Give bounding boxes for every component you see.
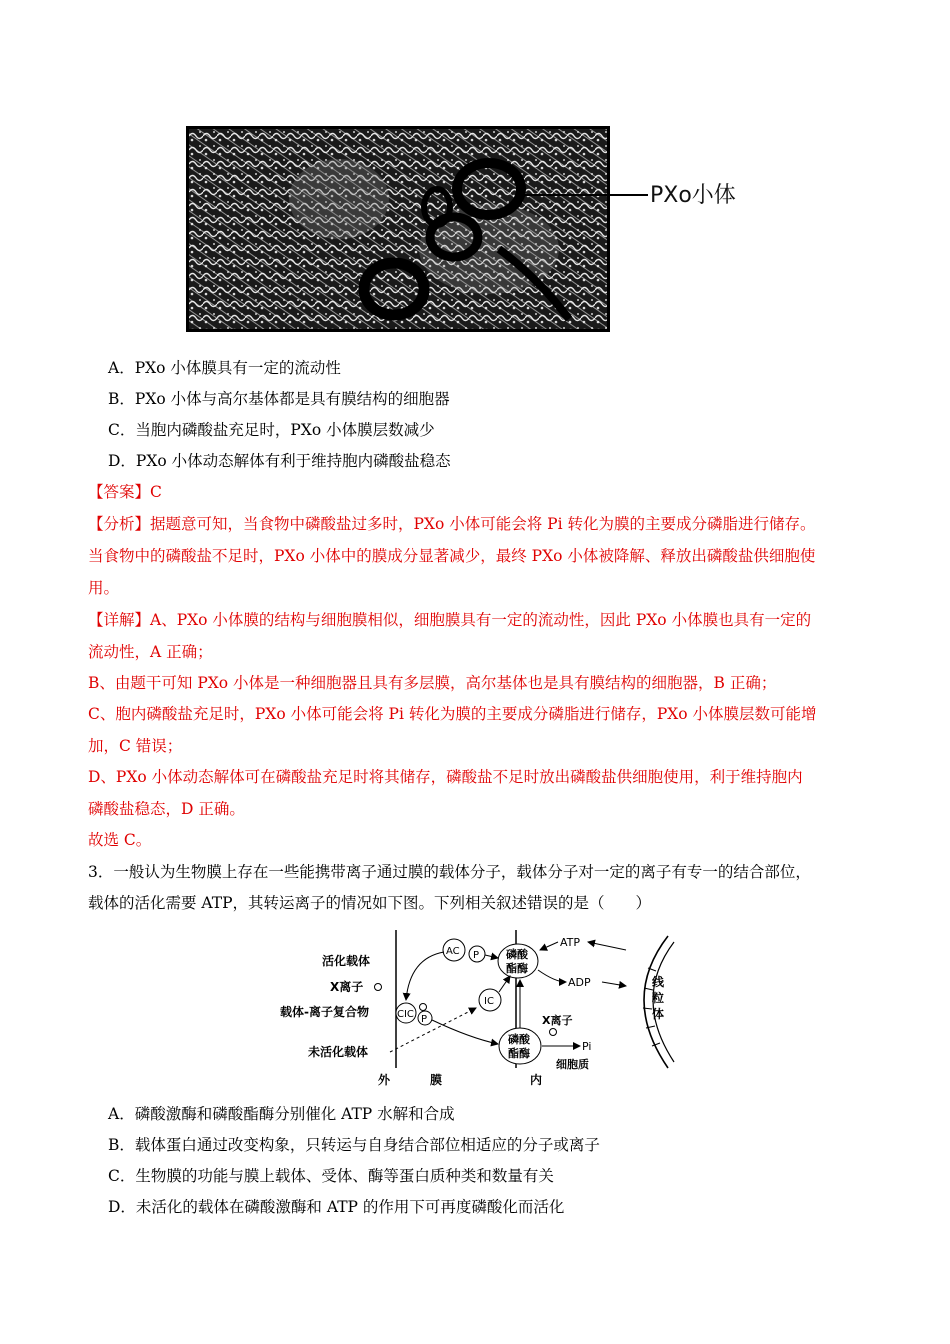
q2-option-a: A．PXo 小体膜具有一定的流动性 bbox=[108, 359, 341, 377]
q3-option-a: A．磷酸激酶和磷酸酯酶分别催化 ATP 水解和合成 bbox=[108, 1105, 455, 1123]
mito-char-2: 粒 bbox=[652, 991, 665, 1005]
q2-detail-line: B、由题干可知 PXo 小体是一种细胞器且具有多层膜，高尔基体也是具有膜结构的细胞器，B 正确； bbox=[88, 674, 777, 692]
label-membrane: 膜 bbox=[430, 1073, 443, 1087]
q2-analysis-line: 用。 bbox=[88, 579, 120, 597]
cic-ion-icon bbox=[420, 1004, 427, 1011]
q2-detail-line: 流动性，A 正确； bbox=[88, 643, 213, 661]
cic-to-phosphatase-arrow bbox=[432, 1020, 498, 1044]
label-active-carrier: 活化载体 bbox=[322, 954, 371, 968]
q2-option-b: B．PXo 小体与高尔基体都是具有膜结构的细胞器 bbox=[108, 390, 450, 408]
ic-label: IC bbox=[484, 996, 494, 1007]
micrograph-label: PXo小体 bbox=[650, 183, 736, 208]
label-carrier-ion-complex: 载体-离子复合物 bbox=[280, 1005, 369, 1019]
label-inside: 内 bbox=[530, 1073, 543, 1087]
atp-arrow bbox=[540, 942, 558, 950]
q2-detail-line: 磷酸盐稳态，D 正确。 bbox=[88, 800, 245, 818]
q2-analysis-line: 【分析】据题意可知，当食物中磷酸盐过多时，PXo 小体可能会将 Pi 转化为膜的主要成分磷脂进行储存。 bbox=[88, 515, 816, 533]
micrograph-label-line bbox=[520, 194, 648, 196]
kinase-label-bottom: 酯酶 bbox=[506, 962, 528, 975]
ac-p-label: P bbox=[473, 950, 480, 961]
q2-conclusion: 故选 C。 bbox=[88, 831, 152, 849]
x-ion-label-inner: X离子 bbox=[542, 1014, 573, 1027]
q2-option-c: C．当胞内磷酸盐充足时，PXo 小体膜层数减少 bbox=[108, 421, 435, 439]
cic-label: CIC bbox=[397, 1009, 414, 1020]
mito-atp-arrow bbox=[588, 942, 626, 950]
x-ion-icon bbox=[375, 984, 382, 991]
activate-to-cic-arrow bbox=[406, 952, 444, 1000]
adp-mito-arrow bbox=[602, 982, 626, 986]
ion-transport-diagram bbox=[270, 928, 690, 1088]
micrograph-image bbox=[186, 126, 610, 332]
q3-stem-line: 载体的活化需要 ATP，其转运离子的情况如下图。下列相关叙述错误的是（ ） bbox=[88, 894, 652, 912]
ac-label: AC bbox=[446, 946, 460, 957]
atp-label: ATP bbox=[560, 936, 581, 949]
adp-arrow bbox=[538, 970, 566, 982]
q2-option-d: D．PXo 小体动态解体有利于维持胞内磷酸盐稳态 bbox=[108, 452, 451, 470]
adp-label: ADP bbox=[568, 976, 591, 989]
cic-p-label: P bbox=[421, 1014, 428, 1025]
phosphatase-label-bottom: 酯酶 bbox=[508, 1047, 530, 1060]
q3-option-c: C．生物膜的功能与膜上载体、受体、酶等蛋白质种类和数量有关 bbox=[108, 1167, 554, 1185]
kinase-label-top: 磷酸 bbox=[506, 948, 528, 961]
q2-analysis-line: 当食物中的磷酸盐不足时，PXo 小体中的膜成分显著减少，最终 PXo 小体被降解、释放出磷酸盐供细胞使 bbox=[88, 547, 816, 565]
x-ion-inner-icon bbox=[550, 1029, 557, 1036]
pi-label: Pi bbox=[582, 1040, 592, 1053]
mito-char-3: 体 bbox=[652, 1007, 665, 1021]
ic-to-kinase-arrow bbox=[499, 976, 510, 992]
cytoplasm-label: 细胞质 bbox=[556, 1058, 589, 1071]
mito-char-1: 线 bbox=[652, 975, 665, 989]
label-inactive-carrier: 未活化载体 bbox=[308, 1045, 369, 1059]
label-outside: 外 bbox=[378, 1073, 391, 1087]
q3-option-b: B．载体蛋白通过改变构象，只转运与自身结合部位相适应的分子或离子 bbox=[108, 1136, 600, 1154]
q3-stem-line: 3．一般认为生物膜上存在一些能携带离子通过膜的载体分子，载体分子对一定的离子有专一的结合部位， bbox=[88, 863, 811, 881]
phosphatase-label-top: 磷酸 bbox=[508, 1033, 530, 1046]
ac-to-kinase-arrow bbox=[485, 955, 498, 958]
q2-answer: 【答案】C bbox=[88, 483, 162, 501]
q2-detail-line: 【详解】A、PXo 小体膜的结构与细胞膜相似，细胞膜具有一定的流动性，因此 PXo 小体膜也具有一定的 bbox=[88, 611, 812, 629]
q2-detail-line: 加，C 错误； bbox=[88, 737, 183, 755]
q2-detail-line: D、PXo 小体动态解体可在磷酸盐充足时将其储存，磷酸盐不足时放出磷酸盐供细胞使用，利于维持胞内 bbox=[88, 768, 803, 786]
q2-detail-line: C、胞内磷酸盐充足时，PXo 小体可能会将 Pi 转化为膜的主要成分磷脂进行储存，PXo 小体膜层数可能增 bbox=[88, 705, 817, 723]
q3-option-d: D．未活化的载体在磷酸激酶和 ATP 的作用下可再度磷酸化而活化 bbox=[108, 1198, 565, 1216]
micrograph-texture bbox=[189, 129, 607, 329]
label-x-ion: X离子 bbox=[330, 980, 364, 994]
